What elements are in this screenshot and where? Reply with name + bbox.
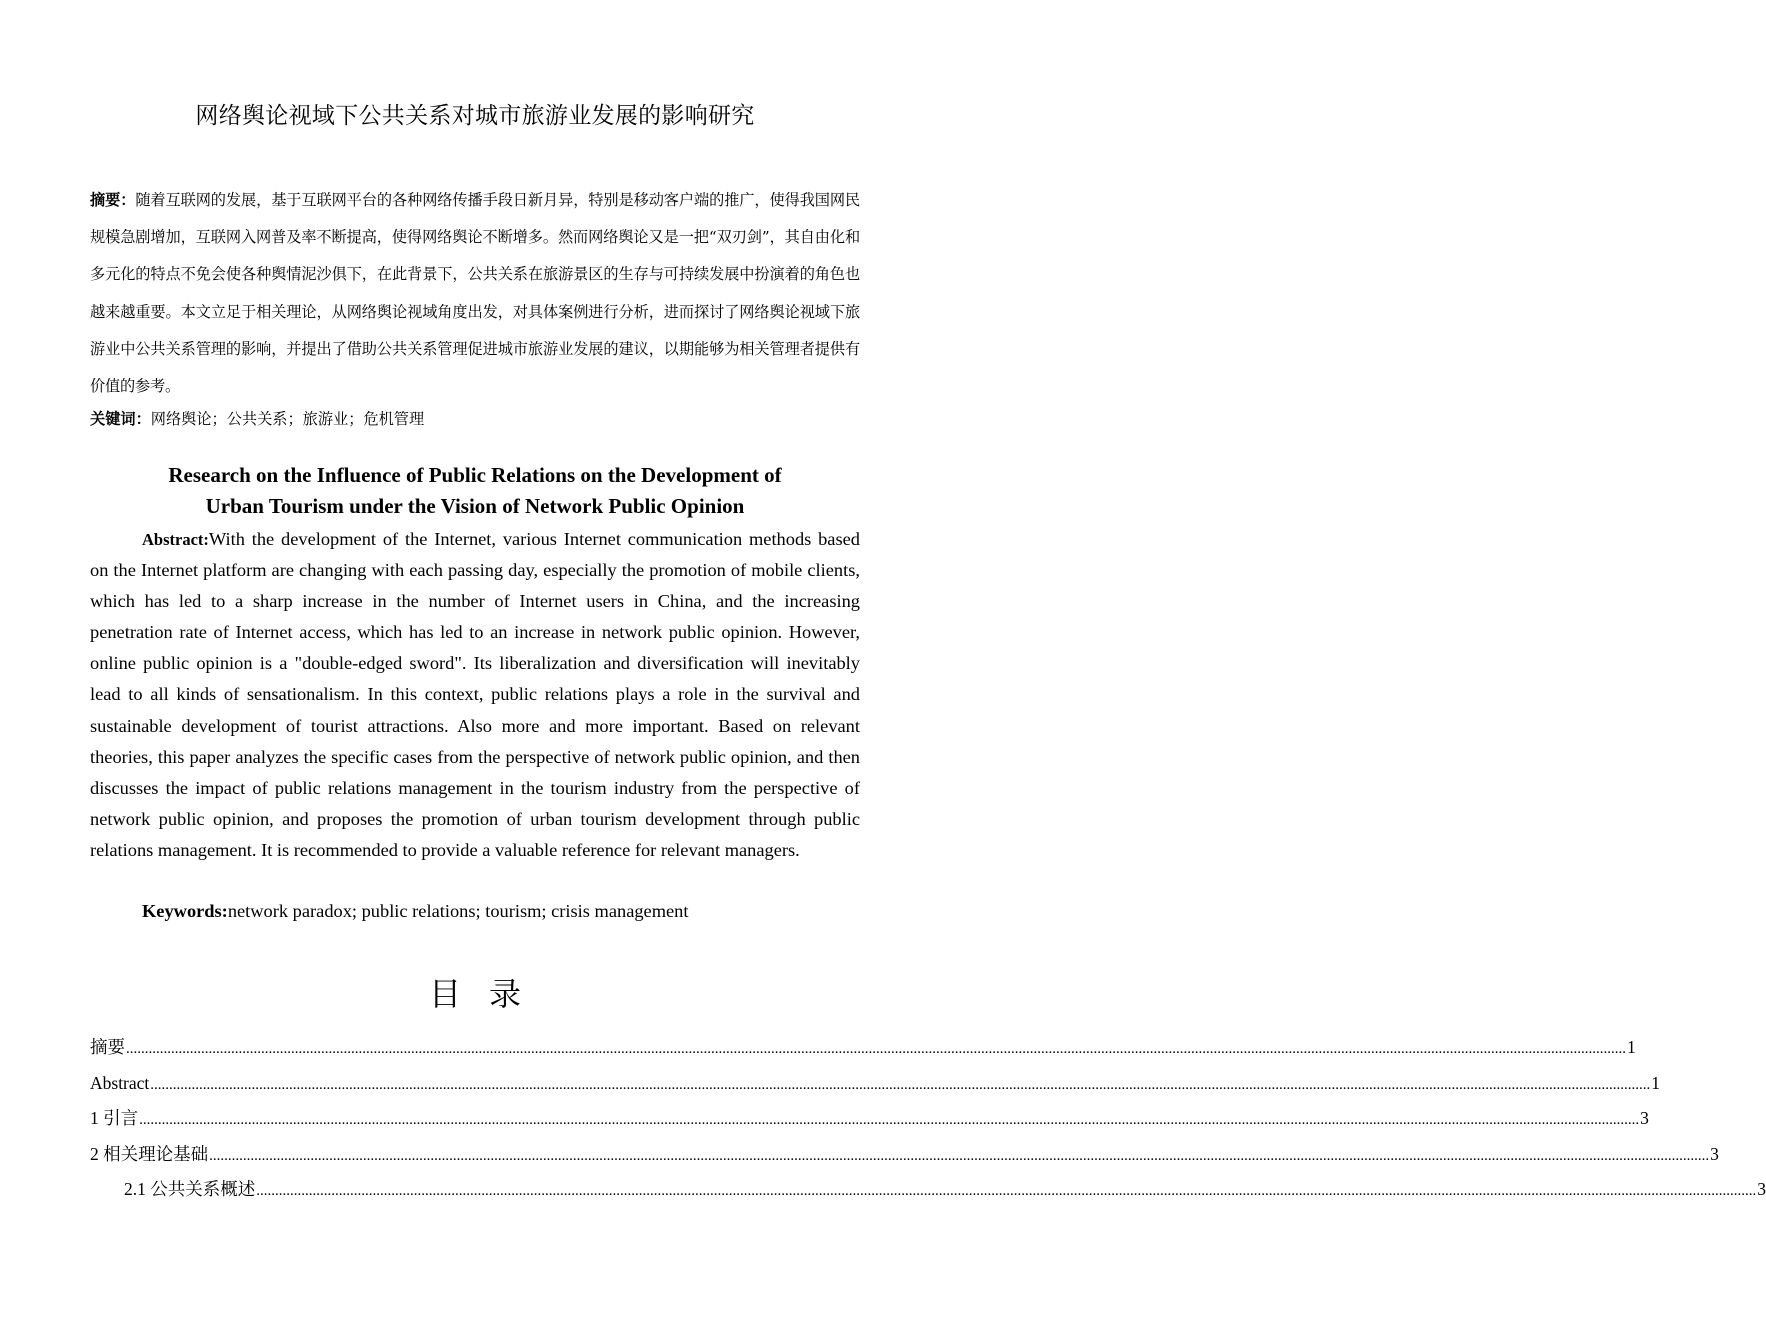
chinese-keywords-text: 网络舆论；公共关系；旅游业；危机管理 [150, 410, 425, 428]
toc-entry-label: 2 相关理论基础 [90, 1143, 209, 1164]
chinese-keywords [90, 405, 860, 433]
toc-entry[interactable] [90, 1066, 1661, 1102]
toc-entry-label: 1 引言 [90, 1108, 139, 1128]
toc-entry-label: 2.1 公共关系概述 [124, 1179, 256, 1199]
toc-entry[interactable] [90, 1101, 1649, 1137]
toc-entry-page: 1 [1651, 1072, 1661, 1093]
toc-entry-label: Abstract [90, 1072, 150, 1093]
toc-title: 目录 [428, 975, 549, 1013]
english-title [90, 460, 860, 522]
english-abstract-text: With the development of the Internet, various Internet communication methods based on the Internet platform are changing with each passing day, especially the promotion of mobile clients, which has led to a sharp increase in the number of Internet users in China, and the increasing penetration rate of Internet access, which has led to an increase in network public opinion. However, online public opinion is a "double-edged sword". Its liberalization and diversification will inevitably lead to all kinds of sensationalism. In this context, public relations plays a role in the survival and sustainable development of tourist attractions. Also more and more important. Based on relevant theories, this paper analyzes the specific cases from the perspective of network public opinion, and then discusses the impact of public relations management in the tourism industry from the perspective of network public opinion, and proposes the promotion of urban tourism development through public relations management. It is recommended to provide a valuable reference for relevant managers. [90, 529, 860, 860]
english-keywords-label: Keywords: [142, 901, 228, 921]
toc-dot-leader: ................................................................................................................................................................................................................................................................................................................................................................................................................ [126, 1041, 1626, 1057]
chinese-abstract-label: 摘要： [90, 191, 136, 209]
chinese-keywords-label: 关键词： [90, 410, 151, 428]
toc-dot-leader: ................................................................................................................................................................................................................................................................................................................................................................................................................ [256, 1183, 1757, 1199]
toc-entry-page: 3 [1640, 1108, 1649, 1128]
toc-dot-leader: ................................................................................................................................................................................................................................................................................................................................................................................................................ [139, 1112, 1640, 1128]
toc-entry[interactable] [90, 1172, 1766, 1208]
toc-entry-label: 摘要 [90, 1037, 125, 1057]
toc-entry-page: 1 [1627, 1037, 1636, 1057]
english-keywords-text: network paradox; public relations; tourism; crisis management [227, 901, 689, 921]
chinese-title: 网络舆论视域下公共关系对城市旅游业发展的影响研究 [195, 103, 755, 129]
english-abstract [90, 524, 860, 866]
table-of-contents [90, 1030, 1766, 1208]
toc-entry-page: 3 [1757, 1179, 1766, 1199]
chinese-abstract-text: 随着互联网的发展，基于互联网平台的各种网络传播手段日新月异，特别是移动客户端的推广，使得我国网民规模急剧增加，互联网入网普及率不断提高，使得网络舆论不断增多。然而网络舆论又是一把“双刃剑”，其自由化和多元化的特点不免会使各种舆情泥沙俱下，在此背景下，公共关系在旅游景区的生存与可持续发展中扮演着的角色也越来越重要。本文立足于相关理论，从网络舆论视域角度出发，对具体案例进行分析，进而探讨了网络舆论视域下旅游业中公共关系管理的影响，并提出了借助公共关系管理促进城市旅游业发展的建议，以期能够为相关管理者提供有价值的参考。 [90, 191, 861, 396]
chinese-abstract [90, 182, 860, 405]
english-abstract-label: Abstract: [142, 530, 209, 549]
toc-dot-leader: ................................................................................................................................................................................................................................................................................................................................................................................................................ [150, 1076, 1651, 1093]
english-title-line-1: Research on the Influence of Public Relations on the Development of [168, 463, 782, 487]
english-title-line-2: Urban Tourism under the Vision of Network Public Opinion [205, 494, 745, 518]
toc-entry[interactable] [90, 1137, 1719, 1173]
toc-entry-page: 3 [1710, 1143, 1719, 1164]
toc-dot-leader: ................................................................................................................................................................................................................................................................................................................................................................................................................ [209, 1147, 1710, 1164]
toc-entry[interactable] [90, 1030, 1636, 1066]
english-keywords [142, 896, 860, 927]
